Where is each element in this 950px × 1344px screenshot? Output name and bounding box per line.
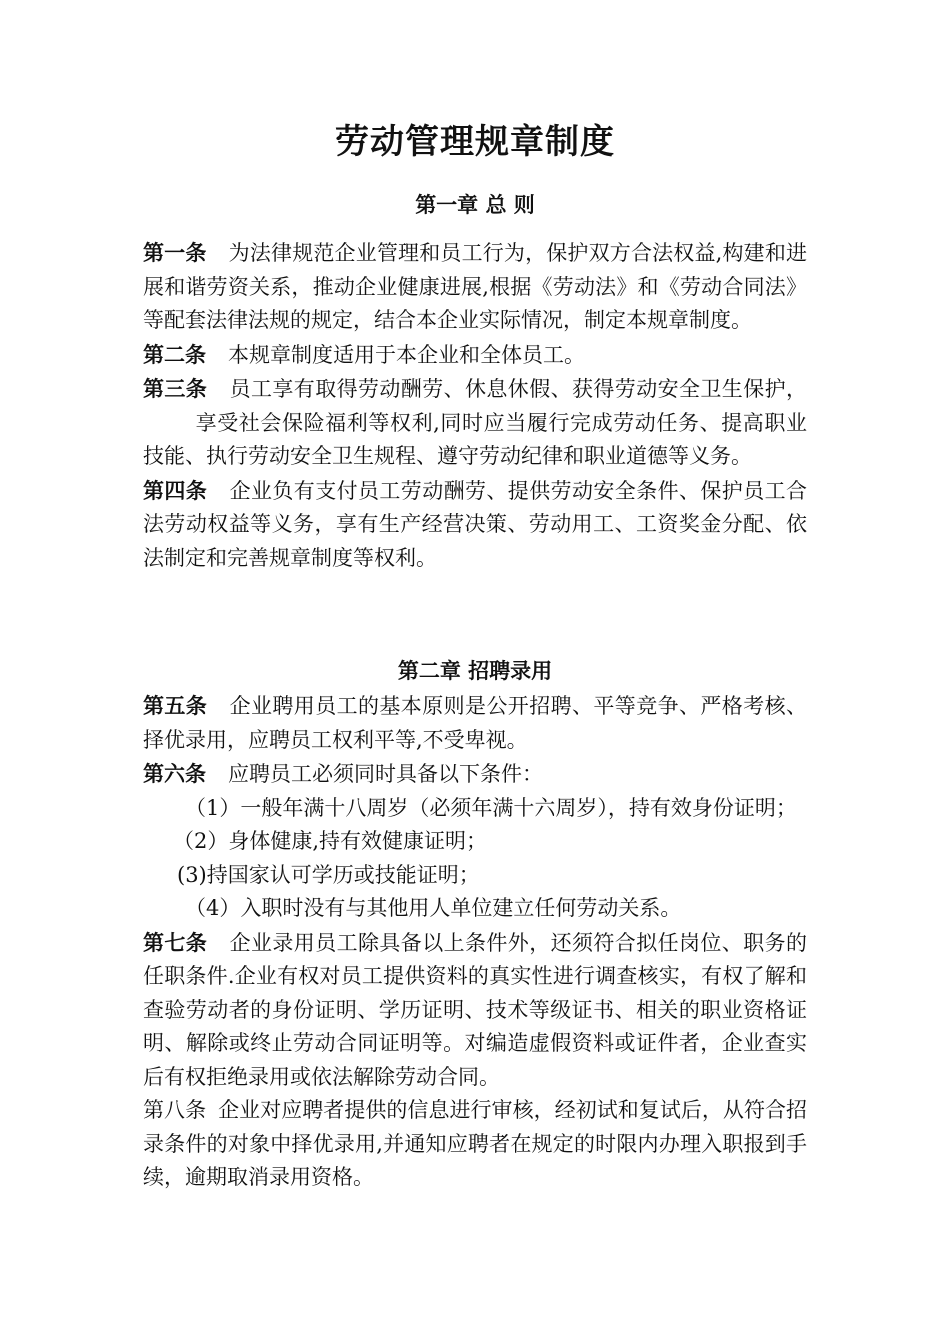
article-text: 享受社会保险福利等权利,同时应当履行完成劳动任务、提高职业技能、执行劳动安全卫生规程、遵守劳动纪律和职业道德等义务。 [143,410,807,468]
article-text: 员工享有取得劳动酬劳、休息休假、获得劳动安全卫生保护， [229,377,808,401]
chapter-1-body [143,236,807,575]
article-number: 第八条 [143,1098,207,1122]
article-text: 企业录用员工除具备以上条件外，还须符合拟任岗位、职务的任职条件.企业有权对员工提供资料的真实性进行调查核实，有权了解和查验劳动者的身份证明、学历证明、技术等级证书、相关的职业资格证明、解除或终止劳动合同证明等。对编造虚假资料或证件者，企业查实后有权拒绝录用或依法解除劳动合同。 [143,930,808,1089]
condition-item: （1）一般年满十八周岁（必须年满十六周岁），持有效身份证明； [185,795,797,820]
article-text: 企业聘用员工的基本原则是公开招聘、平等竞争、严格考核、择优录用，应聘员工权利平等,不受卑视。 [143,694,808,752]
article-number: 第一条 [143,240,207,265]
chapter-1-heading: 第一章 总 则 [415,192,535,217]
article-5 [143,689,807,757]
article-text: 企业对应聘者提供的信息进行审核，经初试和复试后，从符合招录条件的对象中择优录用,并通知应聘者在规定的时限内办理入职报到手续，逾期取消录用资格。 [143,1098,808,1189]
chapter-2-heading: 第二章 招聘录用 [397,658,553,683]
article-2 [143,338,807,373]
article-number: 第六条 [143,761,206,786]
condition-item: （4）入职时没有与其他用人单位建立任何劳动关系。 [185,896,682,920]
article-text: 企业负有支付员工劳动酬劳、提供劳动安全条件、保护员工合法劳动权益等义务，享有生产经营决策、劳动用工、工资奖金分配、依法制定和完善规章制度等权利。 [143,478,808,570]
article-number: 第二条 [143,341,206,367]
article-8 [143,1094,807,1195]
article-text: 应聘员工必须同时具备以下条件： [228,762,543,786]
article-number: 第四条 [143,477,208,503]
article-6 [143,757,807,792]
article-7 [143,926,807,1095]
article-3 [143,372,807,474]
article-text: 为法律规范企业管理和员工行为，保护双方合法权益,构建和进展和谐劳资关系，推动企业健康进展,根据《劳动法》和《劳动合同法》等配套法律法规的规定，结合本企业实际情况，制定本规章制度。 [143,241,807,332]
article-1 [143,236,807,338]
article-number: 第七条 [143,929,208,955]
article-number: 第三条 [143,376,208,401]
condition-item: （2）身体健康,持有效健康证明； [173,829,488,853]
article-text: 本规章制度适用于本企业和全体员工。 [228,342,585,367]
chapter-2-body [143,689,807,1195]
article-number: 第五条 [143,693,208,718]
condition-item: (3)持国家认可学历或技能证明； [177,862,480,887]
article-4 [143,474,807,576]
document-title: 劳动管理规章制度 [335,122,615,162]
